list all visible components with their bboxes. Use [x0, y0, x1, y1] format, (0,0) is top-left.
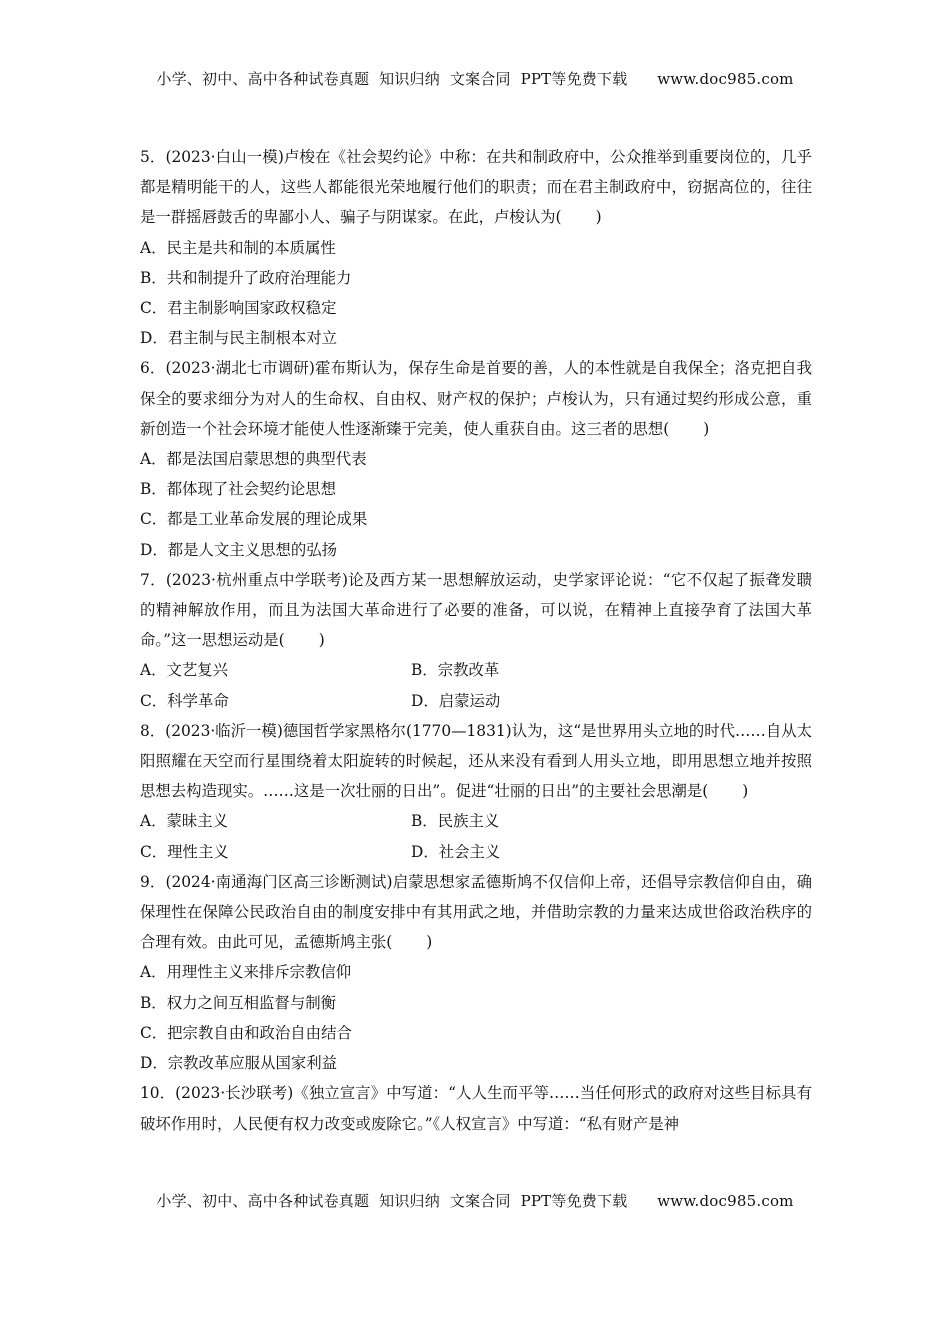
- question-7-options-row-1: [140, 655, 812, 685]
- question-9-option-d: D．宗教改革应服从国家利益: [140, 1054, 338, 1073]
- question-5-option-d: D．君主制与民主制根本对立: [140, 329, 338, 348]
- question-list: [140, 142, 812, 1139]
- question-7-option-d: D．启蒙运动: [411, 691, 501, 710]
- page-footer: 小学、初中、高中各种试卷真题 知识归纳 文案合同 PPT等免费下载 www.doc985.com: [156, 1192, 794, 1210]
- question-6-option-d: D．都是人文主义思想的弘扬: [140, 540, 338, 559]
- question-6-stem: 6．(2023·湖北七市调研)霍布斯认为，保存生命是首要的善，人的本性就是自我保全；洛克把自我保全的要求细分为对人的生命权、自由权、财产权的保护；卢梭认为，只有通过契约形成公意，重新创造一个社会环境才能使人性逐渐臻于完美，使人重获自由。这三者的思想( ): [140, 359, 812, 438]
- question-6-option-a: A．都是法国启蒙思想的典型代表: [140, 450, 367, 469]
- question-9-stem: 9．(2024·南通海门区高三诊断测试)启蒙思想家孟德斯鸠不仅信仰上帝，还倡导宗教信仰自由，确保理性在保障公民政治自由的制度安排中有其用武之地，并借助宗教的力量来达成世俗政治秩序的合理有效。由此可见，孟德斯鸠主张( ): [140, 872, 812, 952]
- question-9-option-c: C．把宗教自由和政治自由结合: [140, 1023, 352, 1042]
- question-8-option-a: A．蒙昧主义: [140, 812, 229, 831]
- question-8-option-b: B．民族主义: [411, 812, 500, 831]
- question-8-options-row-1: [140, 806, 812, 836]
- question-8-option-d: D．社会主义: [411, 842, 501, 861]
- question-5-option-a: A．民主是共和制的本质属性: [140, 238, 336, 257]
- question-9-option-a: A．用理性主义来排斥宗教信仰: [140, 963, 352, 982]
- question-7-options-row-2: [140, 686, 812, 716]
- question-9-option-b: B．权力之间互相监督与制衡: [140, 993, 336, 1012]
- question-8-option-c: C．理性主义: [140, 842, 229, 861]
- question-7-option-a: A．文艺复兴: [140, 661, 229, 680]
- question-10-stem: 10．(2023·长沙联考)《独立宣言》中写道：“人人生而平等……当任何形式的政府对这些目标具有破坏作用时，人民便有权力改变或废除它。”《人权宣言》中写道：“私有财产是神: [140, 1084, 812, 1133]
- question-6-option-b: B．都体现了社会契约论思想: [140, 480, 336, 499]
- question-7-option-b: B．宗教改革: [411, 661, 500, 680]
- page-header: 小学、初中、高中各种试卷真题 知识归纳 文案合同 PPT等免费下载 www.doc985.com: [156, 70, 794, 88]
- question-5-option-b: B．共和制提升了政府治理能力: [140, 268, 352, 287]
- question-8-stem: 8．(2023·临沂一模)德国哲学家黑格尔(1770—1831)认为，这“是世界用头立地的时代……自从太阳照耀在天空而行星围绕着太阳旋转的时候起，还从来没有看到人用头立地，即用思想立地并按照思想去构造现实。……这是一次壮丽的日出”。促进“壮丽的日出”的主要社会思潮是( ): [140, 721, 812, 801]
- question-5-stem: 5．(2023·白山一模)卢梭在《社会契约论》中称：在共和制政府中，公众推举到重要岗位的，几乎都是精明能干的人，这些人都能很光荣地履行他们的职责；而在君主制政府中，窃据高位的，往往是一群摇唇鼓舌的卑鄙小人、骗子与阴谋家。在此，卢梭认为( ): [140, 148, 812, 227]
- question-5-option-c: C．君主制影响国家政权稳定: [140, 299, 337, 318]
- question-8-options-row-2: [140, 837, 812, 867]
- question-7-stem: 7．(2023·杭州重点中学联考)论及西方某一思想解放运动，史学家评论说：“它不仅起了振聋发聩的精神解放作用，而且为法国大革命进行了必要的准备，可以说，在精神上直接孕育了法国大革命。”这一思想运动是( ): [140, 570, 812, 650]
- question-6-option-c: C．都是工业革命发展的理论成果: [140, 510, 368, 529]
- question-7-option-c: C．科学革命: [140, 691, 229, 710]
